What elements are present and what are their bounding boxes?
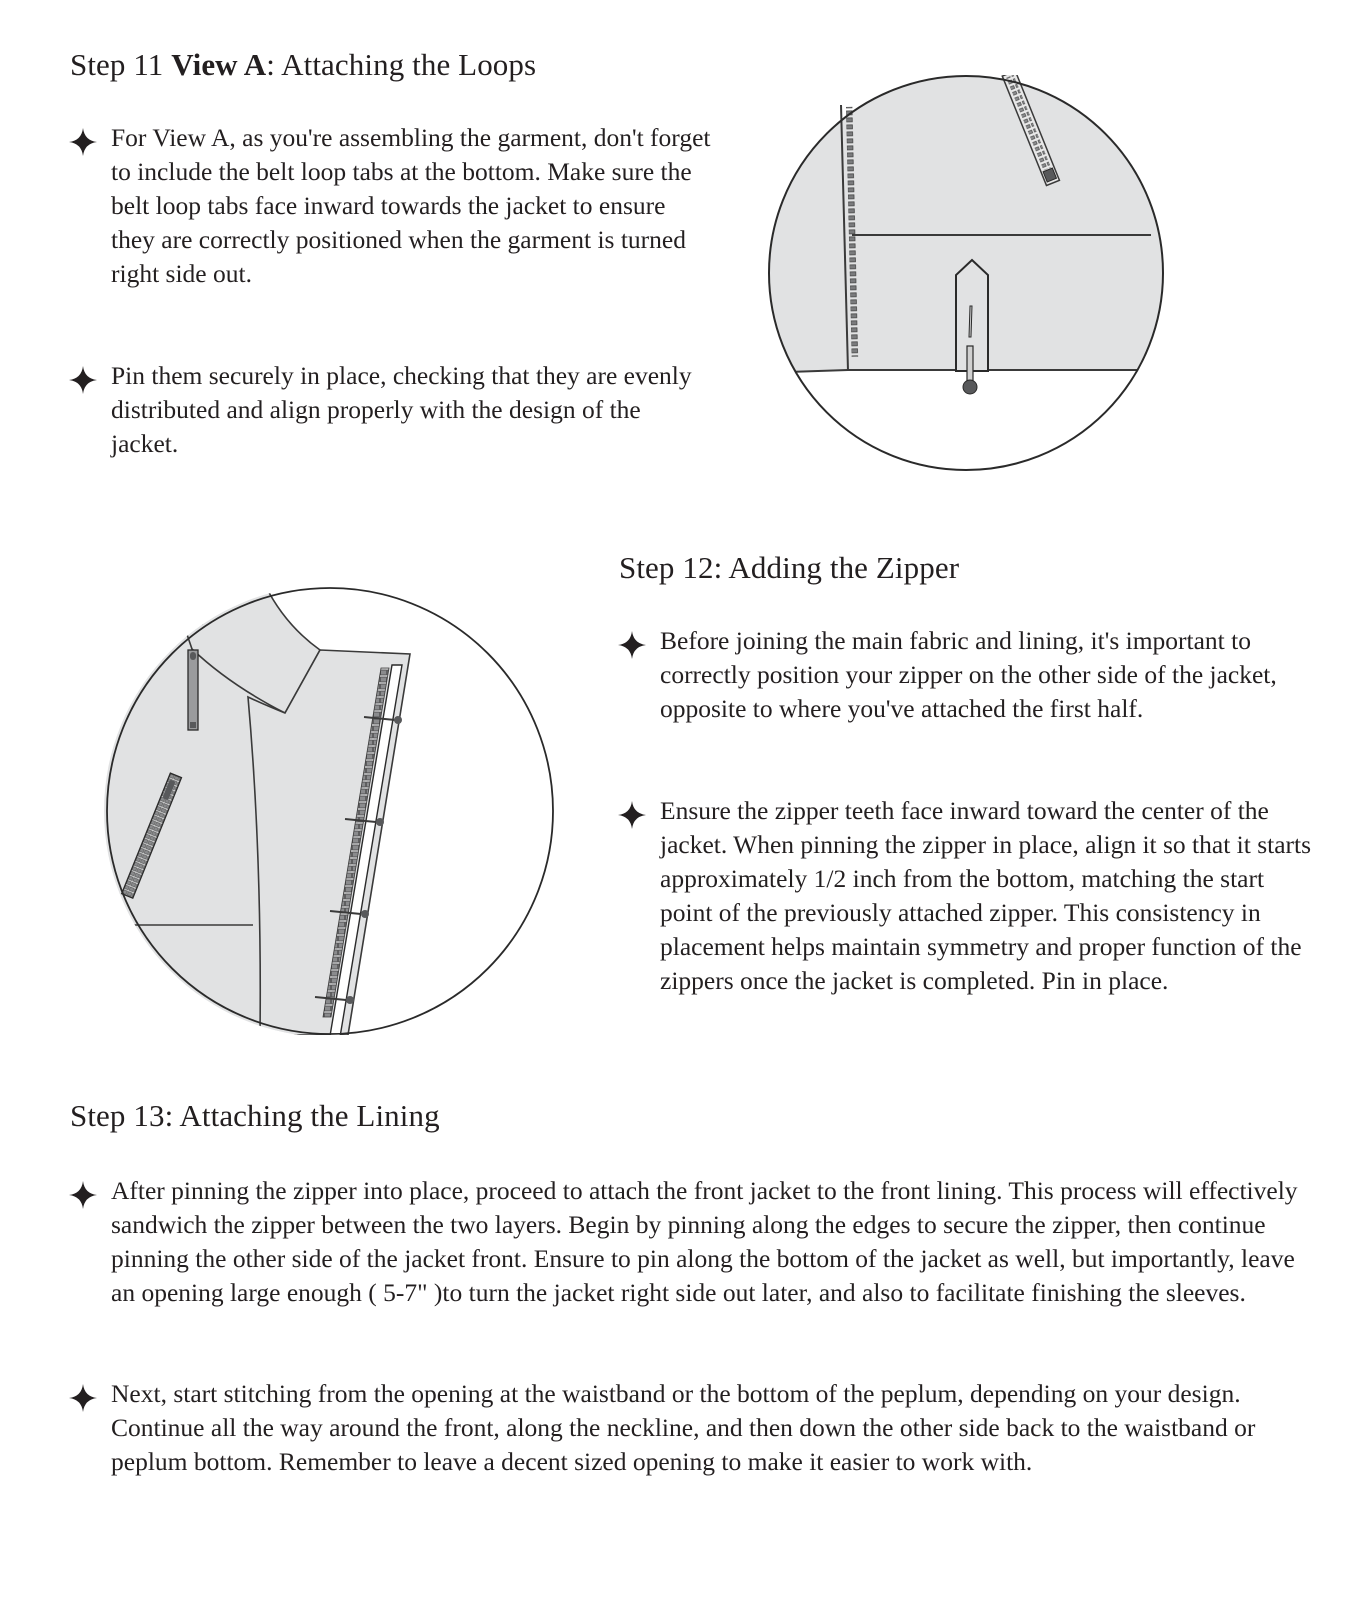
step-11-title-bold: View A [171,47,267,82]
step-12-bullet-2-text: Ensure the zipper teeth face inward toward the center of the jacket. When pinning the zipper in place, align it so that it starts approximately 1/2 inch from the bottom, matching the start point of the previously attached zipper. This consistency in placement helps maintain symmetry and proper function of the zippers once the jacket is completed. Pin in place. [660,796,1312,995]
step-13-bullet-1 [68,1174,1321,1310]
belt-loop-illustration [756,75,1176,475]
step-12-bullet-1-text: Before joining the main fabric and lining, it's important to correctly position your zipper on the other side of the jacket, opposite to where you've attached the first half. [660,626,1277,723]
chest-pocket-zipper [188,650,198,730]
step-13-bullet-1-text: After pinning the zipper into place, proceed to attach the front jacket to the front lining. This process will effectively sandwich the zipper between the two layers. Begin by pinning along the edges to secure the zipper, then continue pinning the other side of the jacket front. Ensure to pin along the bottom of the jacket as well, but importantly, leave an opening large enough ( 5-7" )to turn the jacket right side out later, and also to facilitate finishing the sleeves. [111,1176,1298,1307]
step-11-bullet-2 [68,359,711,461]
four-point-star-icon [68,1383,98,1413]
step-11-bullet-1-text: For View A, as you're assembling the garment, don't forget to include the belt loop tabs at the bottom. Make sure the belt loop tabs face inward towards the jacket to ensure they are correctly positioned when the garment is turned right side out. [111,123,711,288]
four-point-star-icon [68,365,98,395]
step-11-title-prefix: Step 11 [70,47,172,82]
pin-head [963,380,977,394]
pin-point [969,306,972,337]
step-11-heading [70,45,536,85]
step-11-bullet-1 [68,121,711,291]
four-point-star-icon [68,1180,98,1210]
four-point-star-icon [68,127,98,157]
zipper-illustration [100,585,560,1035]
step-13-bullet-2-text: Next, start stitching from the opening at the waistband or the bottom of the peplum, depending on your design. Continue all the way around the front, along the neckline, and then down the other side back to the waistband or peplum bottom. Remember to leave a decent sized opening to make it easier to work with. [111,1379,1256,1476]
step-12-bullet-2 [617,794,1320,998]
four-point-star-icon [617,800,647,830]
step-12-heading: Step 12: Adding the Zipper [619,550,960,585]
four-point-star-icon [617,630,647,660]
step-13-heading: Step 13: Attaching the Lining [70,1098,440,1133]
step-12-bullet-1 [617,624,1320,726]
step-13-bullet-2 [68,1377,1321,1479]
step-11-bullet-2-text: Pin them securely in place, checking that they are evenly distributed and align properly with the design of the jacket. [111,361,692,458]
step-11-title-suffix: : Attaching the Loops [266,47,537,82]
